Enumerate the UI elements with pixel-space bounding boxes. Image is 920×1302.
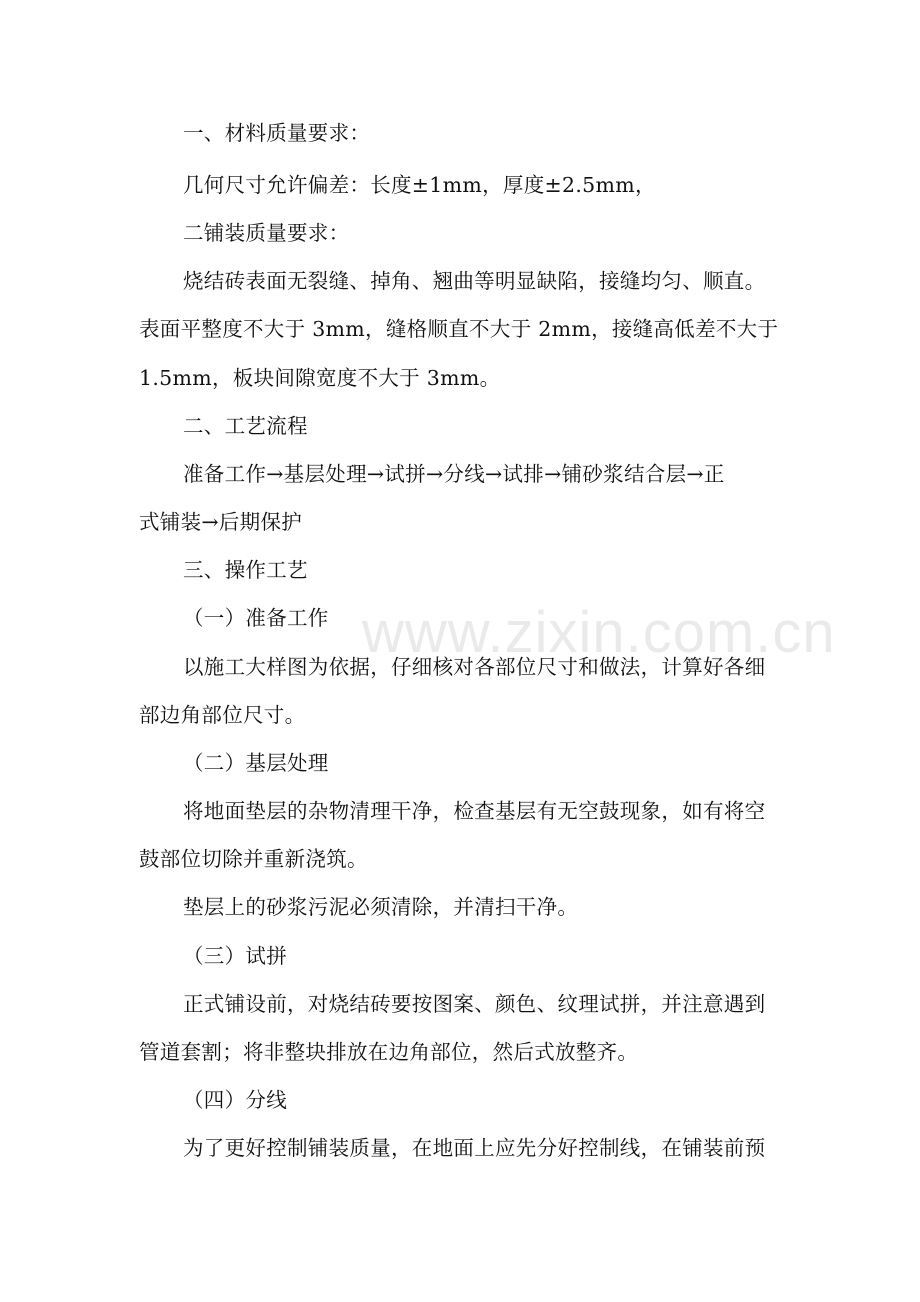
paragraph-line: 烧结砖表面无裂缝、掉角、翘曲等明显缺陷，接缝均匀、顺直。 — [183, 269, 766, 293]
paragraph-line: 将地面垫层的杂物清理干净，检查基层有无空鼓现象，如有将空 — [183, 799, 766, 823]
paragraph-dimension-tolerance: 几何尺寸允许偏差：长度±1mm，厚度±2.5mm， — [183, 173, 656, 197]
paragraph-line: 为了更好控制铺装质量，在地面上应先分好控制线，在铺装前预 — [183, 1136, 766, 1160]
paragraph-line: 部边角部位尺寸。 — [139, 703, 306, 727]
watermark: www.zixin.com.cn — [362, 600, 836, 665]
paragraph-line: 垫层上的砂浆污泥必须清除，并清扫干净。 — [183, 895, 579, 919]
section-heading-process-flow: 二、工艺流程 — [183, 414, 308, 438]
subheading-base-treatment: （二）基层处理 — [183, 751, 329, 775]
paragraph-line: 准备工作→基层处理→试拼→分线→试排→铺砂浆结合层→正 — [183, 462, 725, 486]
subheading-preparation: （一）准备工作 — [183, 606, 329, 630]
section-heading-material-quality: 一、材料质量要求： — [183, 121, 371, 145]
paragraph-line: 正式铺设前，对烧结砖要按图案、颜色、纹理试拼，并注意遇到 — [183, 992, 766, 1016]
subheading-line-division: （四）分线 — [183, 1088, 287, 1112]
paragraph-line: 以施工大样图为依据，仔细核对各部位尺寸和做法，计算好各细 — [183, 655, 766, 679]
paragraph-line: 表面平整度不大于 3mm，缝格顺直不大于 2mm，接缝高低差不大于 — [139, 317, 779, 341]
section-heading-paving-quality: 二铺装质量要求： — [183, 221, 350, 245]
paragraph-line: 1.5mm，板块间隙宽度不大于 3mm。 — [139, 366, 501, 390]
paragraph-line: 管道套割；将非整块排放在边角部位，然后式放整齐。 — [139, 1040, 639, 1064]
paragraph-line: 式铺装→后期保护 — [139, 510, 303, 534]
paragraph-line: 鼓部位切除并重新浇筑。 — [139, 847, 368, 871]
section-heading-operation-process: 三、操作工艺 — [183, 558, 308, 582]
subheading-trial-fitting: （三）试拼 — [183, 944, 287, 968]
